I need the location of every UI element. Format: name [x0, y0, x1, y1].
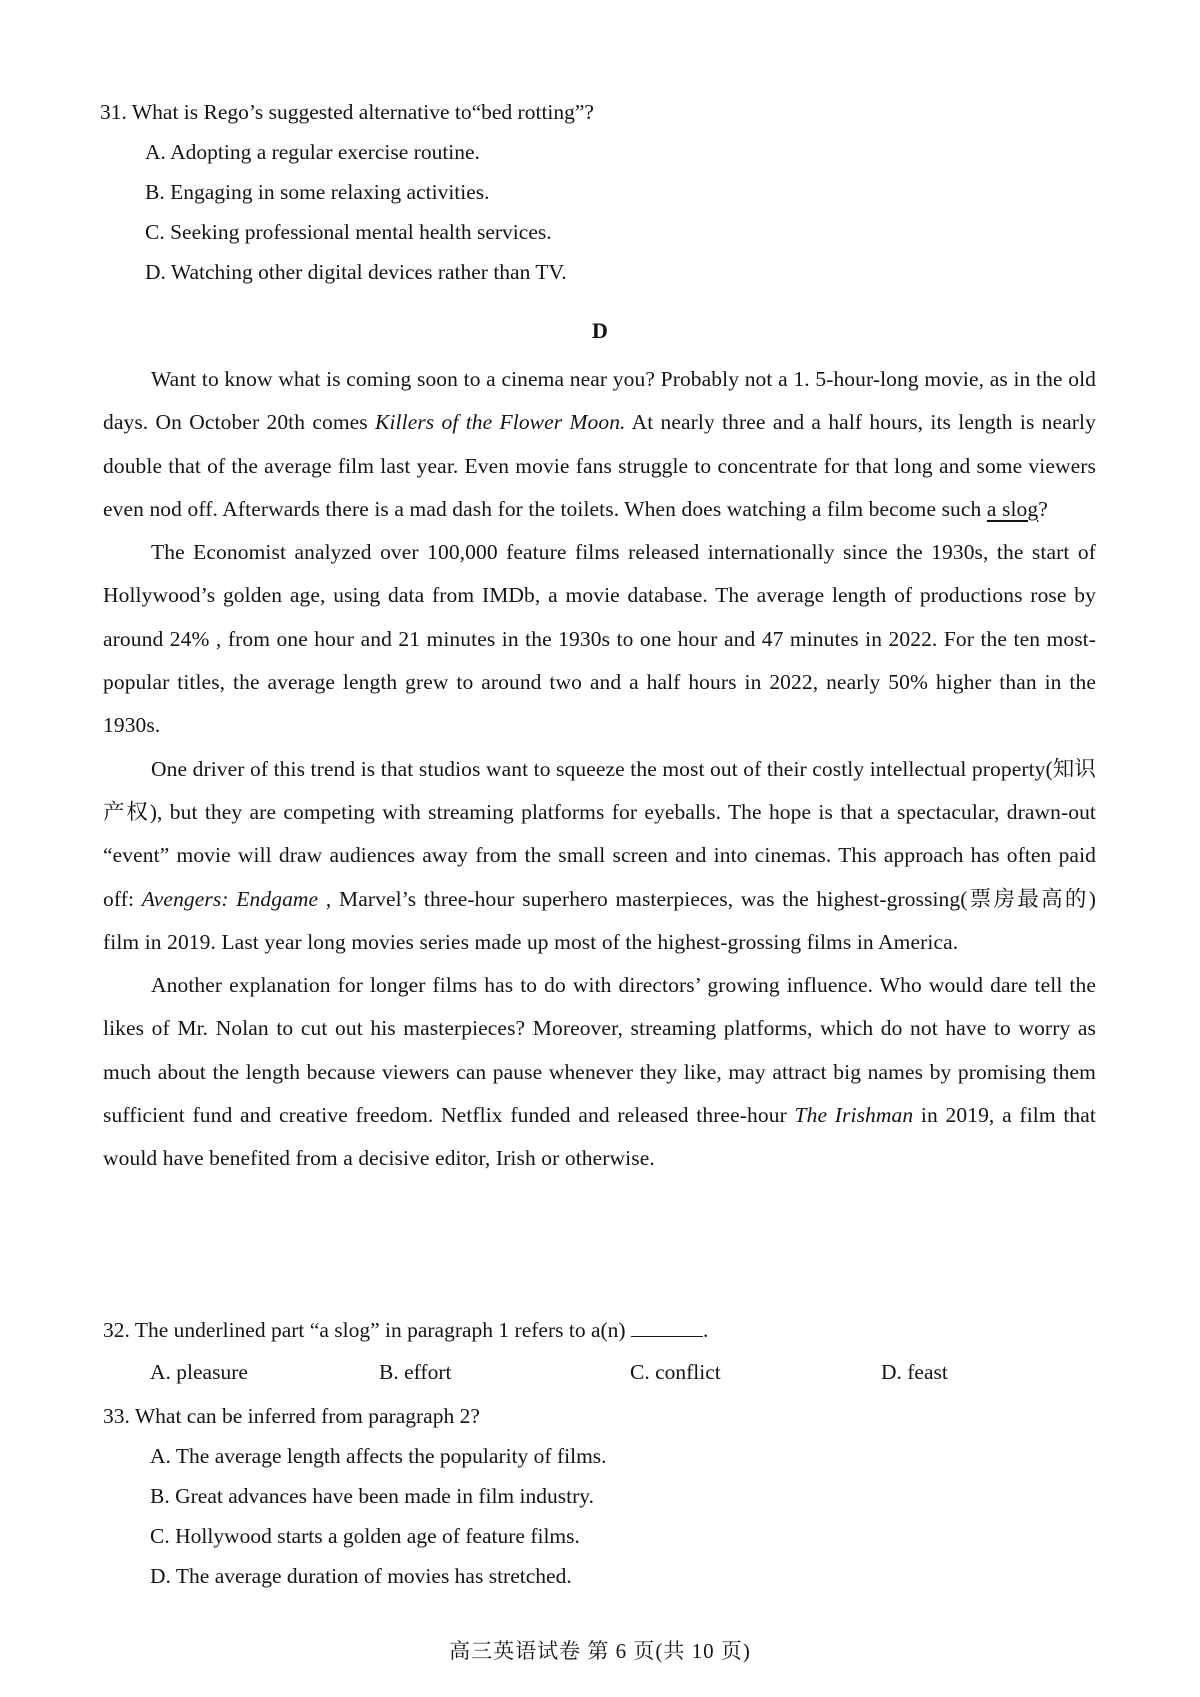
question-31-stem: 31. What is Rego’s suggested alternative to“bed rotting”? — [100, 100, 594, 124]
paragraph-4: Another explanation for longer films has to do with directors’ growing influence. Who would dare tell the likes of Mr. Nolan to cut out his masterpieces? Moreover, streaming platforms, which do not have to worry as much about the length because viewers can pause whenever they like, may attract big names by promising them sufficient fund and creative freedom. Netflix funded and released three-hour The Irishman in 2019, a film that would have benefited from a decisive editor, Irish or otherwise. — [103, 973, 1096, 1171]
paragraph-2: The Economist analyzed over 100,000 feature films released internationally since the 1930s, the start of Hollywood’s golden age, using data from IMDb, a movie database. The average length of productions rose by around 24% , from one hour and 21 minutes in the 1930s to one hour and 47 minutes in 2022. For the ten most-popular titles, the average length grew to around two and a half hours in 2022, nearly 50% higher than in the 1930s. — [103, 540, 1096, 738]
reading-passage — [103, 358, 1096, 1181]
question-32-option-d: D. feast — [881, 1360, 948, 1384]
paragraph-3: One driver of this trend is that studios want to squeeze the most out of their costly intellectual property(知识产权), but they are competing with streaming platforms for eyeballs. The hope is that a spectacular, drawn-out “event” movie will draw audiences away from the small screen and into cinemas. This approach has often paid off: Avengers: Endgame , Marvel’s three-hour superhero masterpieces, was the highest-grossing(票房最高的) film in 2019. Last year long movies series made up most of the highest-grossing films in America. — [103, 756, 1096, 954]
question-31-option-c: C. Seeking professional mental health services. — [145, 220, 552, 244]
underlined-phrase: a slog — [986, 496, 1039, 521]
question-33-option-a: A. The average length affects the popularity of films. — [150, 1444, 607, 1468]
film-title-killers: Killers of the Flower Moon. — [375, 410, 626, 435]
question-33-stem: 33. What can be inferred from paragraph 2? — [103, 1404, 480, 1428]
question-31-option-a: A. Adopting a regular exercise routine. — [145, 140, 480, 164]
page-footer: 高三英语试卷 第 6 页(共 10 页) — [449, 1639, 751, 1663]
question-33-option-b: B. Great advances have been made in film industry. — [150, 1484, 594, 1508]
passage-section-letter: D — [592, 318, 608, 343]
question-31-option-b: B. Engaging in some relaxing activities. — [145, 180, 490, 204]
film-title-irishman: The Irishman — [794, 1103, 914, 1128]
question-32-stem: 32. The underlined part “a slog” in paragraph 1 refers to a(n) . — [103, 1318, 709, 1342]
question-33-option-d: D. The average duration of movies has stretched. — [150, 1564, 572, 1588]
question-31-option-d: D. Watching other digital devices rather than TV. — [145, 260, 567, 284]
question-32-option-b: B. effort — [379, 1360, 452, 1384]
question-32-option-c: C. conflict — [630, 1360, 721, 1384]
paragraph-1: Want to know what is coming soon to a cinema near you? Probably not a 1. 5-hour-long movie, as in the old days. On October 20th comes Killers of the Flower Moon. At nearly three and a half hours, its length is nearly double that of the average film last year. Even movie fans struggle to concentrate for that long and some viewers even nod off. Afterwards there is a mad dash for the toilets. When does watching a film become such a slog? — [103, 367, 1096, 521]
question-32-option-a: A. pleasure — [150, 1360, 248, 1384]
film-title-avengers: Avengers: Endgame — [141, 886, 319, 911]
answer-blank — [631, 1318, 703, 1337]
question-33-option-c: C. Hollywood starts a golden age of feature films. — [150, 1524, 580, 1548]
